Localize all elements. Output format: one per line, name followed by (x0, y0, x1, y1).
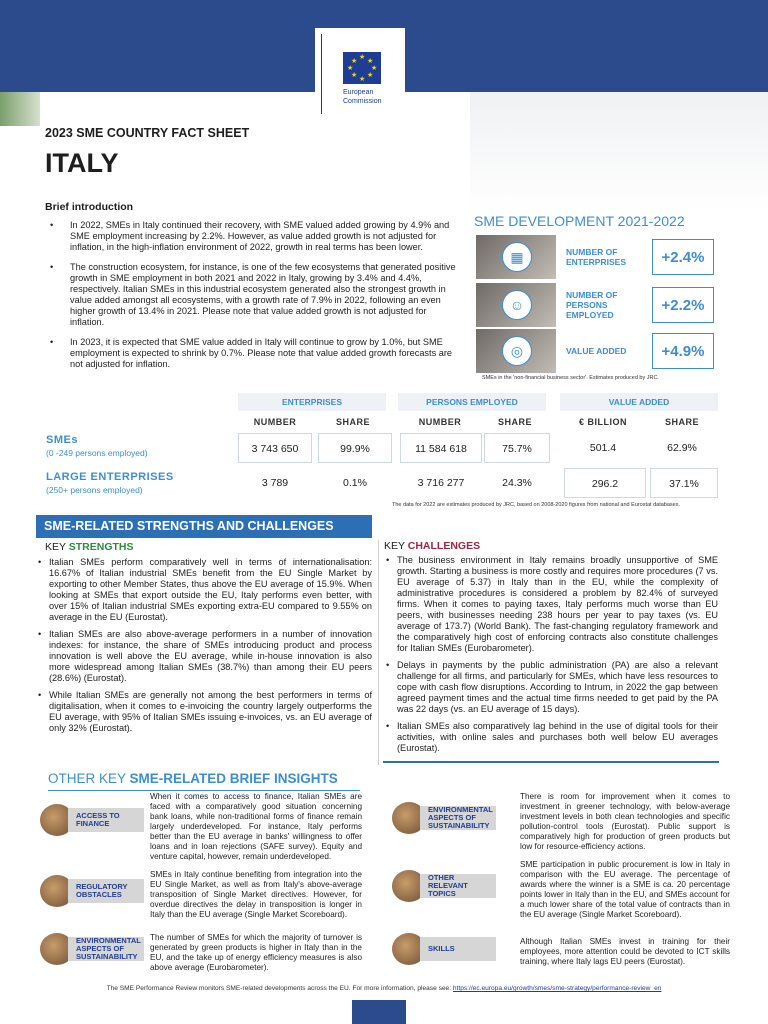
column-header: SHARE (335, 417, 370, 427)
dev-label: NUMBER OF ENTERPRISES (566, 247, 626, 267)
insight-text: SME participation in public procurement is low in Italy in comparison with the EU average. The percentage of awards where the winner is a SME is ca. 20 percentage points lower in Italy than in the EU, and SMEs account for a much lower share of the total value of contracts than in the EU average (Single Market Scoreboard). (520, 860, 730, 919)
dev-value: +4.9% (652, 333, 714, 369)
list-item: • Italian SMEs also comparatively lag behind in the use of digital tools for their activities, with online sales and purchases both well below EU averages (Eurostat). (384, 721, 718, 754)
building-icon: ▦ (502, 242, 532, 272)
key-word: KEY (45, 541, 66, 553)
insight-text: When it comes to access to finance, Italian SMEs are faced with a comparatively good situation concerning bank loans, while non-traditional forms of finance remain largely underdeveloped. For instance, Italy performs better than the EU average in banks' willingness to offer loans and in loan rejections (SAFE survey). Equity and venture capital, however, remain underdeveloped. (150, 792, 362, 861)
list-item: • Delays in payments by the public administration (PA) are also a relevant challenge for all firms, and particularly for SMEs, which have less resources to cope with cash flow disruptions. According to Intrum, in 2022 the gap between agreed payment times and the actual time firms needed to get paid by the PA was 22 days (vs. an EU average of 15 days). (384, 660, 718, 715)
footer-text: The SME Performance Review monitors SME-related developments across the EU. For more information, please see: (106, 985, 453, 992)
column-divider (378, 540, 379, 765)
eu-flag-icon: ★ ★ ★ ★ ★ ★ ★ ★ (343, 52, 381, 84)
insight-label: SKILLS (420, 937, 496, 961)
row-label: LARGE ENTERPRISES (46, 471, 174, 483)
list-item: • Italian SMEs perform comparatively well in terms of internationalisation: 16.67% of Italian industrial SMEs benefit from the EU Single Market by exporting to other Member States, thus above the EU average of 15.9%. When looking at SMEs that export outside the EU, Italy performs even better, with over 15% of Italian industrial SMEs exporting extra-EU compared to 9.55% on average in the EU (Eurostat). (36, 557, 372, 623)
flag-decoration (0, 92, 40, 126)
insight-label: ACCESS TO FINANCE (68, 808, 144, 832)
row-sublabel: (250+ persons employed) (46, 485, 143, 495)
sme-development-title: SME DEVELOPMENT 2021-2022 (474, 213, 685, 229)
key-word: KEY (384, 540, 405, 552)
insights-heading-pre: OTHER KEY (48, 771, 126, 786)
table-cell: 75.7% (484, 433, 550, 463)
ec-wordmark: European Commission (343, 89, 382, 105)
table-cell: 99.9% (318, 433, 392, 463)
insights-heading-bold: SME-RELATED BRIEF INSIGHTS (129, 771, 338, 786)
brief-intro-heading: Brief introduction (45, 201, 134, 213)
group-header: VALUE ADDED (560, 393, 718, 411)
brief-intro-list (48, 220, 463, 379)
insights-heading (48, 771, 338, 786)
footer-link[interactable]: https://ec.europa.eu/growth/smes/sme-strategy/performance-review_en (452, 985, 662, 992)
list-item: • The construction ecosystem, for instance, is one of the few ecosystems that generated positive growth in SME employment in both 2021 and 2022 in Italy, growing by 3.4% and 4.4%, respectively. Italian SMEs in this industrial ecosystem generated also the strongest growth in value added amongst all ecosystems, with a growth rate of 7.9% in 2022, following an even higher growth of 13.4% in 2021. Please note that value added growth is not adjusted for inflation. (48, 262, 463, 328)
insight-text: Although Italian SMEs invest in training for their employees, more attention could be devoted to ICT skills training, where Italy lags EU peers (Eurostat). (520, 937, 730, 966)
row-label-large (46, 471, 174, 495)
challenges-rule (383, 761, 719, 763)
row-sublabel: (0 -249 persons employed) (46, 448, 148, 458)
list-item: • While Italian SMEs are generally not among the best performers in terms of digitalisation, when it comes to e-invoicing the country largely outperforms the EU average, with 95% of Italian SMEs issuing e-invoices, vs. an EU average of only 32% (Eurostat). (36, 690, 372, 734)
table-cell: 3 743 650 (238, 433, 312, 463)
insight-text: There is room for improvement when it comes to investment in greener technology, with below-average investment levels in both clean technologies and specific pollution-control tools (Eurostat). Public support is comparatively high for production of green products but low for resource-efficiency actions. (520, 792, 730, 851)
list-item: • The business environment in Italy remains broadly unsupportive of SME growth. Starting a business is more costly and requires more procedures (7 vs. EU average of 5.37) in Italy than in the EU, while the complexity of administrative procedures is considered a problem by 82.4% of surveyed firms. When it comes to paying taxes, Italy performs much worse than EU peers, with businesses needing 238 hours per year to pay taxes (vs. EU average of 173.7) (World Bank). The fast-changing regulatory framework and the comparatively high cost of enforcing contracts also constitute challenges for Italian SMEs (Eurobarometer). (384, 555, 718, 654)
insight-skills (392, 931, 495, 967)
insight-label: REGULATORY OBSTACLES (68, 879, 144, 903)
dev-enterprises (476, 235, 714, 279)
insight-other-topics (392, 868, 495, 904)
dev-value: +2.4% (652, 239, 714, 275)
list-item: • Italian SMEs are also above-average performers in a number of innovation indexes: for instance, the share of SMEs introducing product and process innovation is well above the EU average, while in-house innovation is also more widespread among Italian SMEs (38.7%) than among their EU peers (28.6%) (Eurostat). (36, 629, 372, 684)
list-item: • In 2023, it is expected that SME value added in Italy will continue to grow by 1.0%, but SME employment is expected to shrink by 0.7%. Please note that value added growth forecasts are not adjusted for inflation. (48, 337, 463, 370)
column-header: SHARE (497, 417, 532, 427)
fact-sheet-subtitle: 2023 SME COUNTRY FACT SHEET (45, 126, 250, 140)
insight-label: ENVIRONMENTAL ASPECTS OF SUSTAINABILITY (68, 937, 144, 961)
section-band: SME-RELATED STRENGTHS AND CHALLENGES (36, 515, 372, 538)
column-header: NUMBER (253, 417, 297, 427)
table-cell: 11 584 618 (400, 433, 482, 463)
insight-regulatory (40, 873, 143, 909)
column-header: NUMBER (418, 417, 462, 427)
table-cell: 62.9% (667, 442, 697, 454)
challenges-heading (384, 540, 480, 552)
challenges-word: CHALLENGES (407, 540, 481, 552)
column-header: SHARE (664, 417, 699, 427)
page-title: ITALY (45, 148, 119, 178)
strengths-list (36, 557, 372, 740)
insight-environment-2 (392, 800, 495, 836)
table-cell: 24.3% (502, 477, 532, 489)
dev-label: NUMBER OF PERSONS EMPLOYED (566, 290, 618, 320)
table-footnote: The data for 2022 are estimates produced by JRC, based on 2008-2020 figures from national and Eurostat databases. (392, 502, 681, 508)
insight-text: The number of SMEs for which the majority of turnover is generated by green products is higher in Italy than in the EU, and the take up of energy efficiency measures is also above average (Eurobarometer). (150, 933, 362, 972)
insight-environment-1 (40, 931, 143, 967)
list-item: • In 2022, SMEs in Italy continued their recovery, with SME valued added growing by 4.9% and SME employment increasing by 2.2%. However, as value added growth is not adjusted for inflation, in the high-inflation environment of 2022, growth in real terms has been lower. (48, 220, 463, 253)
row-label: SMEs (46, 434, 78, 446)
berlaymont-icon (321, 34, 341, 114)
table-cell: 501.4 (589, 442, 617, 454)
strengths-word: STRENGTHS (68, 541, 134, 553)
group-header: PERSONS EMPLOYED (398, 393, 546, 411)
row-label-smes (46, 434, 148, 458)
coins-icon: ◎ (502, 336, 532, 366)
europe-map-decoration (470, 92, 768, 212)
insight-text: SMEs in Italy continue benefiting from integration into the EU Single Market, as well as from Italy's above-average transposition of Single Market directives. However, for overdue directives the delay in transposition is longer in Italy than the EU average (Single Market Scoreboard). (150, 870, 362, 919)
table-cell: 3 716 277 (417, 477, 465, 489)
footer (0, 985, 768, 992)
person-icon: ☺ (502, 290, 532, 320)
strengths-heading (45, 541, 134, 553)
challenges-list (384, 555, 718, 760)
footer-bar (352, 1000, 406, 1024)
dev-value-added (476, 329, 714, 373)
table-cell: 37.1% (650, 468, 718, 498)
insights-rule (48, 790, 360, 791)
table-cell: 0.1% (343, 477, 367, 489)
table-cell: 296.2 (564, 468, 646, 498)
dev-persons (476, 283, 714, 327)
table-cell: 3 789 (261, 477, 289, 489)
ec-logo (315, 28, 405, 122)
dev-value: +2.2% (652, 287, 714, 323)
insight-label: ENVIRONMENTAL ASPECTS OF SUSTAINABILITY (420, 806, 496, 830)
dev-footnote: SMEs in the 'non-financial business sector'. Estimates produced by JRC. (482, 375, 659, 381)
column-header: € BILLION (578, 417, 627, 427)
dev-label: VALUE ADDED (566, 346, 627, 356)
insight-access-to-finance (40, 802, 143, 838)
insight-label: OTHER RELEVANT TOPICS (420, 874, 496, 898)
group-header: ENTERPRISES (238, 393, 386, 411)
